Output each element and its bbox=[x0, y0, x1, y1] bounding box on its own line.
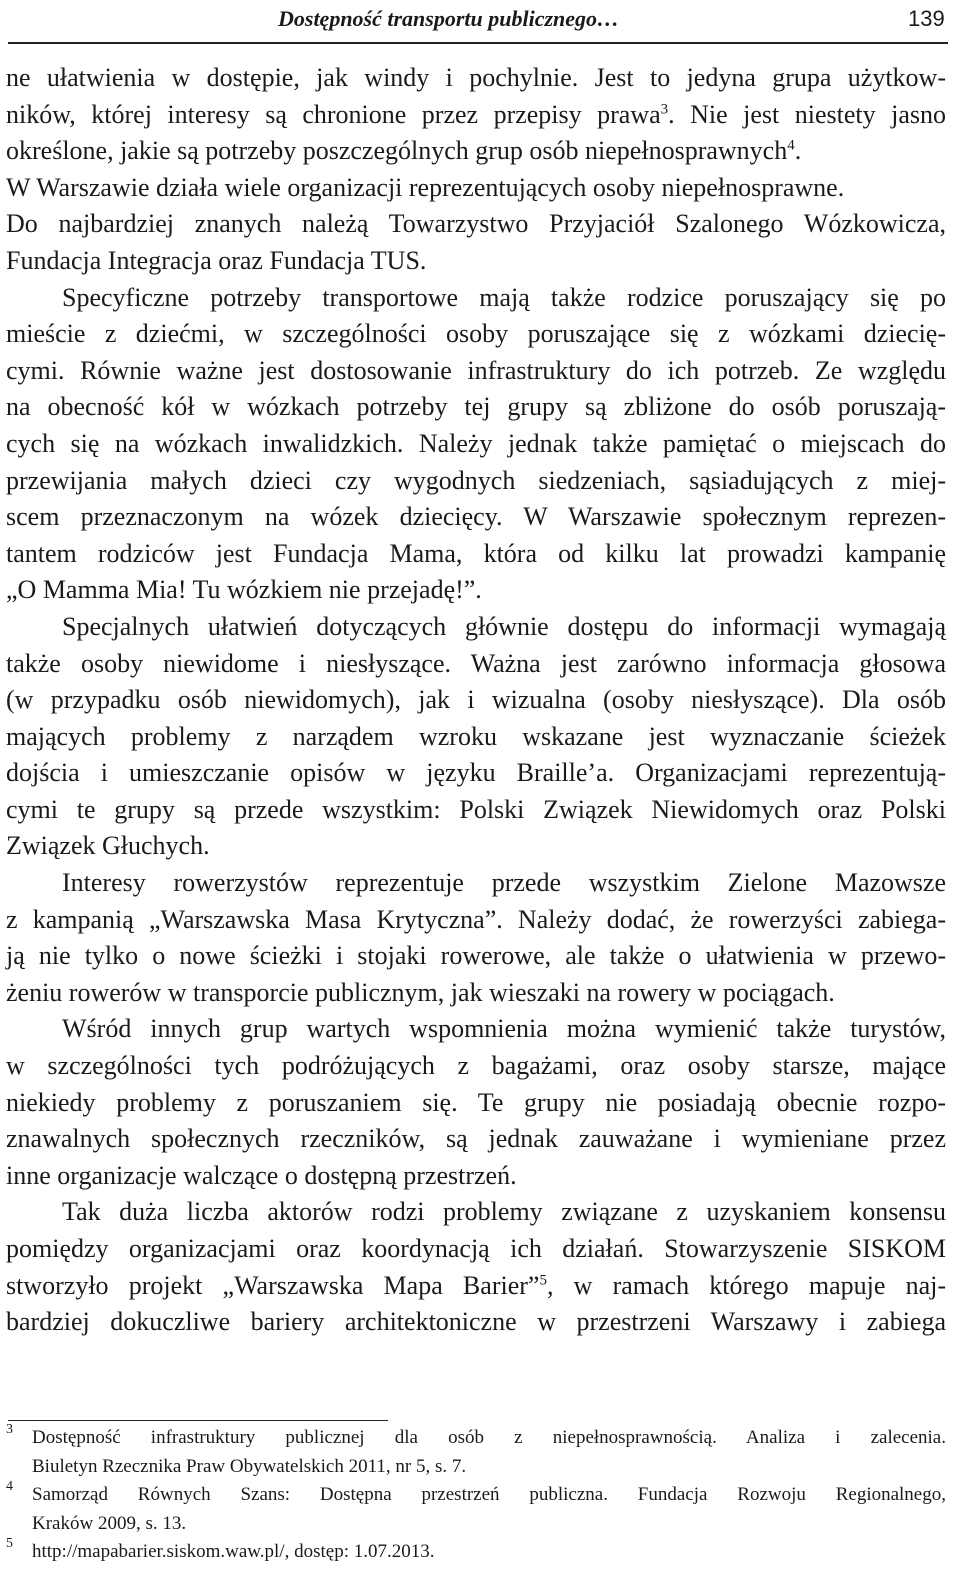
footnotes bbox=[6, 1424, 946, 1567]
footnote-ref[interactable]: 3 bbox=[660, 100, 669, 117]
text-line: Specyficzne potrzeby transportowe mają także rodzice poruszający się po bbox=[62, 282, 946, 312]
running-title: Dostępność transportu publicznego… bbox=[278, 6, 620, 31]
text-line: żeniu rowerów w transporcie publicznym, jak wieszaki na rowery w pociągach. bbox=[6, 977, 835, 1007]
footnote-line: Samorząd Równych Szans: Dostępna przestrzeń publiczna. Fundacja Rozwoju Regionalnego, bbox=[32, 1484, 946, 1505]
text-line: pomiędzy organizacjami oraz koordynacją ich działań. Stowarzyszenie SISKOM bbox=[6, 1234, 946, 1263]
text-line: inne organizacje walczące o dostępną przestrzeń. bbox=[6, 1160, 517, 1190]
page-number: 139 bbox=[908, 6, 945, 31]
text-line: stworzyło projekt „Warszawska Mapa Barier”$^5$, w ramach którego mapuje naj- bbox=[6, 1270, 946, 1300]
footnote-ref[interactable]: 4 bbox=[787, 137, 795, 154]
footnote-line: Dostępność infrastruktury publicznej dla osób z niepełnosprawnością. Analiza i zalecenia. bbox=[32, 1427, 946, 1448]
text-line: ników, której interesy są chronione przez przepisy prawa$^3$. Nie jest niestety jasno bbox=[6, 99, 946, 129]
text-line: Interesy rowerzystów reprezentuje przede wszystkim Zielone Mazowsze bbox=[62, 868, 946, 898]
text-line: przewijania małych dzieci czy wygodnych siedzeniach, sąsiadujących z miej- bbox=[6, 465, 946, 495]
body-text bbox=[6, 60, 946, 1341]
text-line: Związek Głuchych. bbox=[6, 831, 210, 861]
text-line: „O Mamma Mia! Tu wózkiem nie przejadę!”. bbox=[6, 575, 482, 605]
text-line: cymi. Równie ważne jest dostosowanie infrastruktury do ich potrzeb. Ze względu bbox=[6, 355, 946, 385]
text-line: (w przypadku osób niewidomych), jak i wizualna (osoby niesłyszące). Dla osób bbox=[6, 685, 946, 715]
footnote-url[interactable]: http://mapabarier.siskom.waw.pl/, dostęp: 1.07.2013. bbox=[32, 1541, 435, 1562]
text-line: niekiedy problemy z poruszaniem się. Te grupy nie posiadają obecnie rozpo- bbox=[6, 1087, 946, 1117]
footnote bbox=[6, 1538, 946, 1567]
text-line: ne ułatwienia w dostępie, jak windy i pochylnie. Jest to jedyna grupa użytkow- bbox=[6, 63, 946, 92]
header-rule bbox=[8, 42, 948, 44]
footnote bbox=[6, 1424, 946, 1481]
footnote-line: Biuletyn Rzecznika Praw Obywatelskich 2011, nr 5, s. 7. bbox=[32, 1455, 467, 1477]
text-line: ją nie tylko o nowe ścieżki i stojaki rowerowe, ale także o ułatwienia w przewo- bbox=[6, 941, 946, 971]
text-line: mających problemy z narządem wzroku wskazane jest wyznaczanie ścieżek bbox=[6, 721, 946, 751]
text-line: Fundacja Integracja oraz Fundacja TUS. bbox=[6, 245, 427, 275]
text-line: Specjalnych ułatwień dotyczących głównie dostępu do informacji wymagają bbox=[62, 611, 946, 641]
text-line: dojścia i umieszczanie opisów w języku Braille’a. Organizacjami reprezentują- bbox=[6, 758, 946, 788]
text-line: Tak duża liczba aktorów rodzi problemy związane z uzyskaniem konsensu bbox=[62, 1197, 946, 1227]
text-line: określone, jakie są potrzeby poszczególnych grup osób niepełnosprawnych$^4$. bbox=[6, 136, 802, 166]
text-line: W Warszawie działa wiele organizacji reprezentujących osoby niepełnosprawne. bbox=[6, 172, 845, 202]
footnote-ref[interactable]: 5 bbox=[539, 1271, 547, 1288]
footnote-rule bbox=[8, 1420, 388, 1421]
text-line: znawalnych społecznych rzeczników, są jednak zauważane i wymieniane przez bbox=[6, 1124, 946, 1154]
text-line: scem przeznaczonym na wózek dziecięcy. W Warszawie społecznym reprezen- bbox=[6, 502, 946, 532]
text-line: cych się na wózkach inwalidzkich. Należy jednak także pamiętać o miejscach do bbox=[6, 428, 946, 458]
footnote-line: Kraków 2009, s. 13. bbox=[32, 1512, 187, 1534]
footnote-number: 4 bbox=[6, 1479, 13, 1494]
text-line: tantem rodziców jest Fundacja Mama, która od kilku lat prowadzi kampanię bbox=[6, 538, 946, 568]
footnote-number: 3 bbox=[6, 1422, 13, 1437]
running-header bbox=[0, 0, 960, 46]
text-line: także osoby niewidome i niesłyszące. Ważna jest zarówno informacja głosowa bbox=[6, 648, 946, 678]
text-line: z kampanią „Warszawska Masa Krytyczna”. Należy dodać, że rowerzyści zabiega- bbox=[6, 904, 946, 934]
footnote-number: 5 bbox=[6, 1536, 13, 1551]
text-line: w szczególności tych podróżujących z bagażami, oraz osoby starsze, mające bbox=[6, 1051, 946, 1081]
text-line: Do najbardziej znanych należą Towarzystwo Przyjaciół Szalonego Wózkowicza, bbox=[6, 209, 946, 239]
text-line: na obecność kół w wózkach potrzeby tej grupy są zbliżone do osób poruszają- bbox=[6, 392, 946, 422]
text-line: cymi te grupy są przede wszystkim: Polski Związek Niewidomych oraz Polski bbox=[6, 794, 946, 824]
text-line: Wśród innych grup wartych wspomnienia można wymienić także turystów, bbox=[62, 1014, 946, 1044]
text-line: bardziej dokuczliwe bariery architektoniczne w przestrzeni Warszawy i zabiega bbox=[6, 1307, 946, 1337]
text-line: mieście z dziećmi, w szczególności osoby poruszające się z wózkami dziecię- bbox=[6, 319, 946, 349]
footnote bbox=[6, 1481, 946, 1538]
